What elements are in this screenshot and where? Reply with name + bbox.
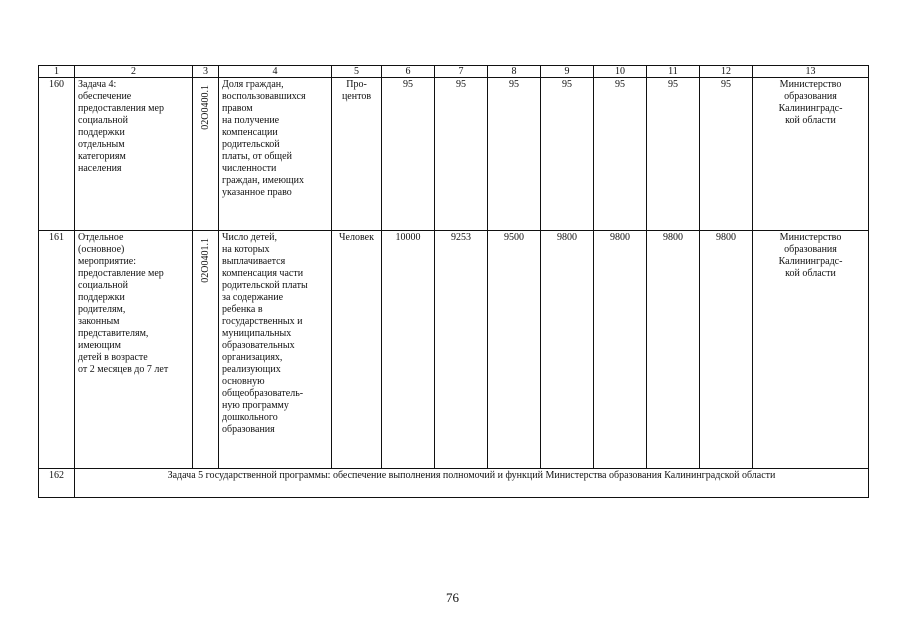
value-cell: 9800 <box>541 231 594 469</box>
value-cell: 95 <box>700 78 753 231</box>
indicator-name: Доля граждан, воспользовавшихся правом на получение компенсации родительской платы, от общей численности граждан, имеющих указанное право <box>219 78 332 231</box>
task-5-heading: Задача 5 государственной программы: обеспечение выполнения полномочий и функций Министерства образования Калининградской области <box>75 469 869 498</box>
column-header: 8 <box>488 66 541 78</box>
table-row <box>39 78 869 231</box>
value-cell: 95 <box>541 78 594 231</box>
row-number: 160 <box>39 78 75 231</box>
column-header: 13 <box>753 66 869 78</box>
column-header: 1 <box>39 66 75 78</box>
value-cell: 95 <box>594 78 647 231</box>
value-cell: 9800 <box>700 231 753 469</box>
value-cell: 10000 <box>382 231 435 469</box>
value-cell: 9500 <box>488 231 541 469</box>
column-header: 5 <box>332 66 382 78</box>
table-row <box>39 231 869 469</box>
executor: Министерство образования Калининградс- кой области <box>753 231 869 469</box>
value-cell: 95 <box>488 78 541 231</box>
executor: Министерство образования Калининградс- кой области <box>753 78 869 231</box>
value-cell: 9800 <box>647 231 700 469</box>
column-header: 11 <box>647 66 700 78</box>
indicator-name: Число детей, на которых выплачивается компенсация части родительской платы за содержание ребенка в государственных и муниципальных образовательных организациях, реализующих основную общеобразователь- ную программу дошкольного образования <box>219 231 332 469</box>
task-name: Задача 4: обеспечение предоставления мер социальной поддержки отдельным категориям населения <box>75 78 193 231</box>
column-header: 6 <box>382 66 435 78</box>
task-name: Отдельное (основное) мероприятие: предоставление мер социальной поддержки родителям, законным представителям, имеющим детей в возрасте от 2 месяцев до 7 лет <box>75 231 193 469</box>
column-header: 4 <box>219 66 332 78</box>
value-cell: 9800 <box>594 231 647 469</box>
column-header: 2 <box>75 66 193 78</box>
program-code-cell <box>193 78 219 231</box>
value-cell: 95 <box>647 78 700 231</box>
program-indicators-table <box>38 65 869 498</box>
column-header: 10 <box>594 66 647 78</box>
column-header: 3 <box>193 66 219 78</box>
row-number: 161 <box>39 231 75 469</box>
column-number-header-row <box>39 66 869 78</box>
value-cell: 9253 <box>435 231 488 469</box>
column-header: 12 <box>700 66 753 78</box>
value-cell: 95 <box>435 78 488 231</box>
column-header: 7 <box>435 66 488 78</box>
value-cell: 95 <box>382 78 435 231</box>
unit: Человек <box>332 231 382 469</box>
program-code-cell <box>193 231 219 469</box>
row-number: 162 <box>39 469 75 498</box>
program-code: 02О0400.1 <box>199 85 211 130</box>
table-row <box>39 469 869 498</box>
unit: Про- центов <box>332 78 382 231</box>
program-code: 02О0401.1 <box>199 238 211 283</box>
page-number: 76 <box>446 590 459 605</box>
column-header: 9 <box>541 66 594 78</box>
